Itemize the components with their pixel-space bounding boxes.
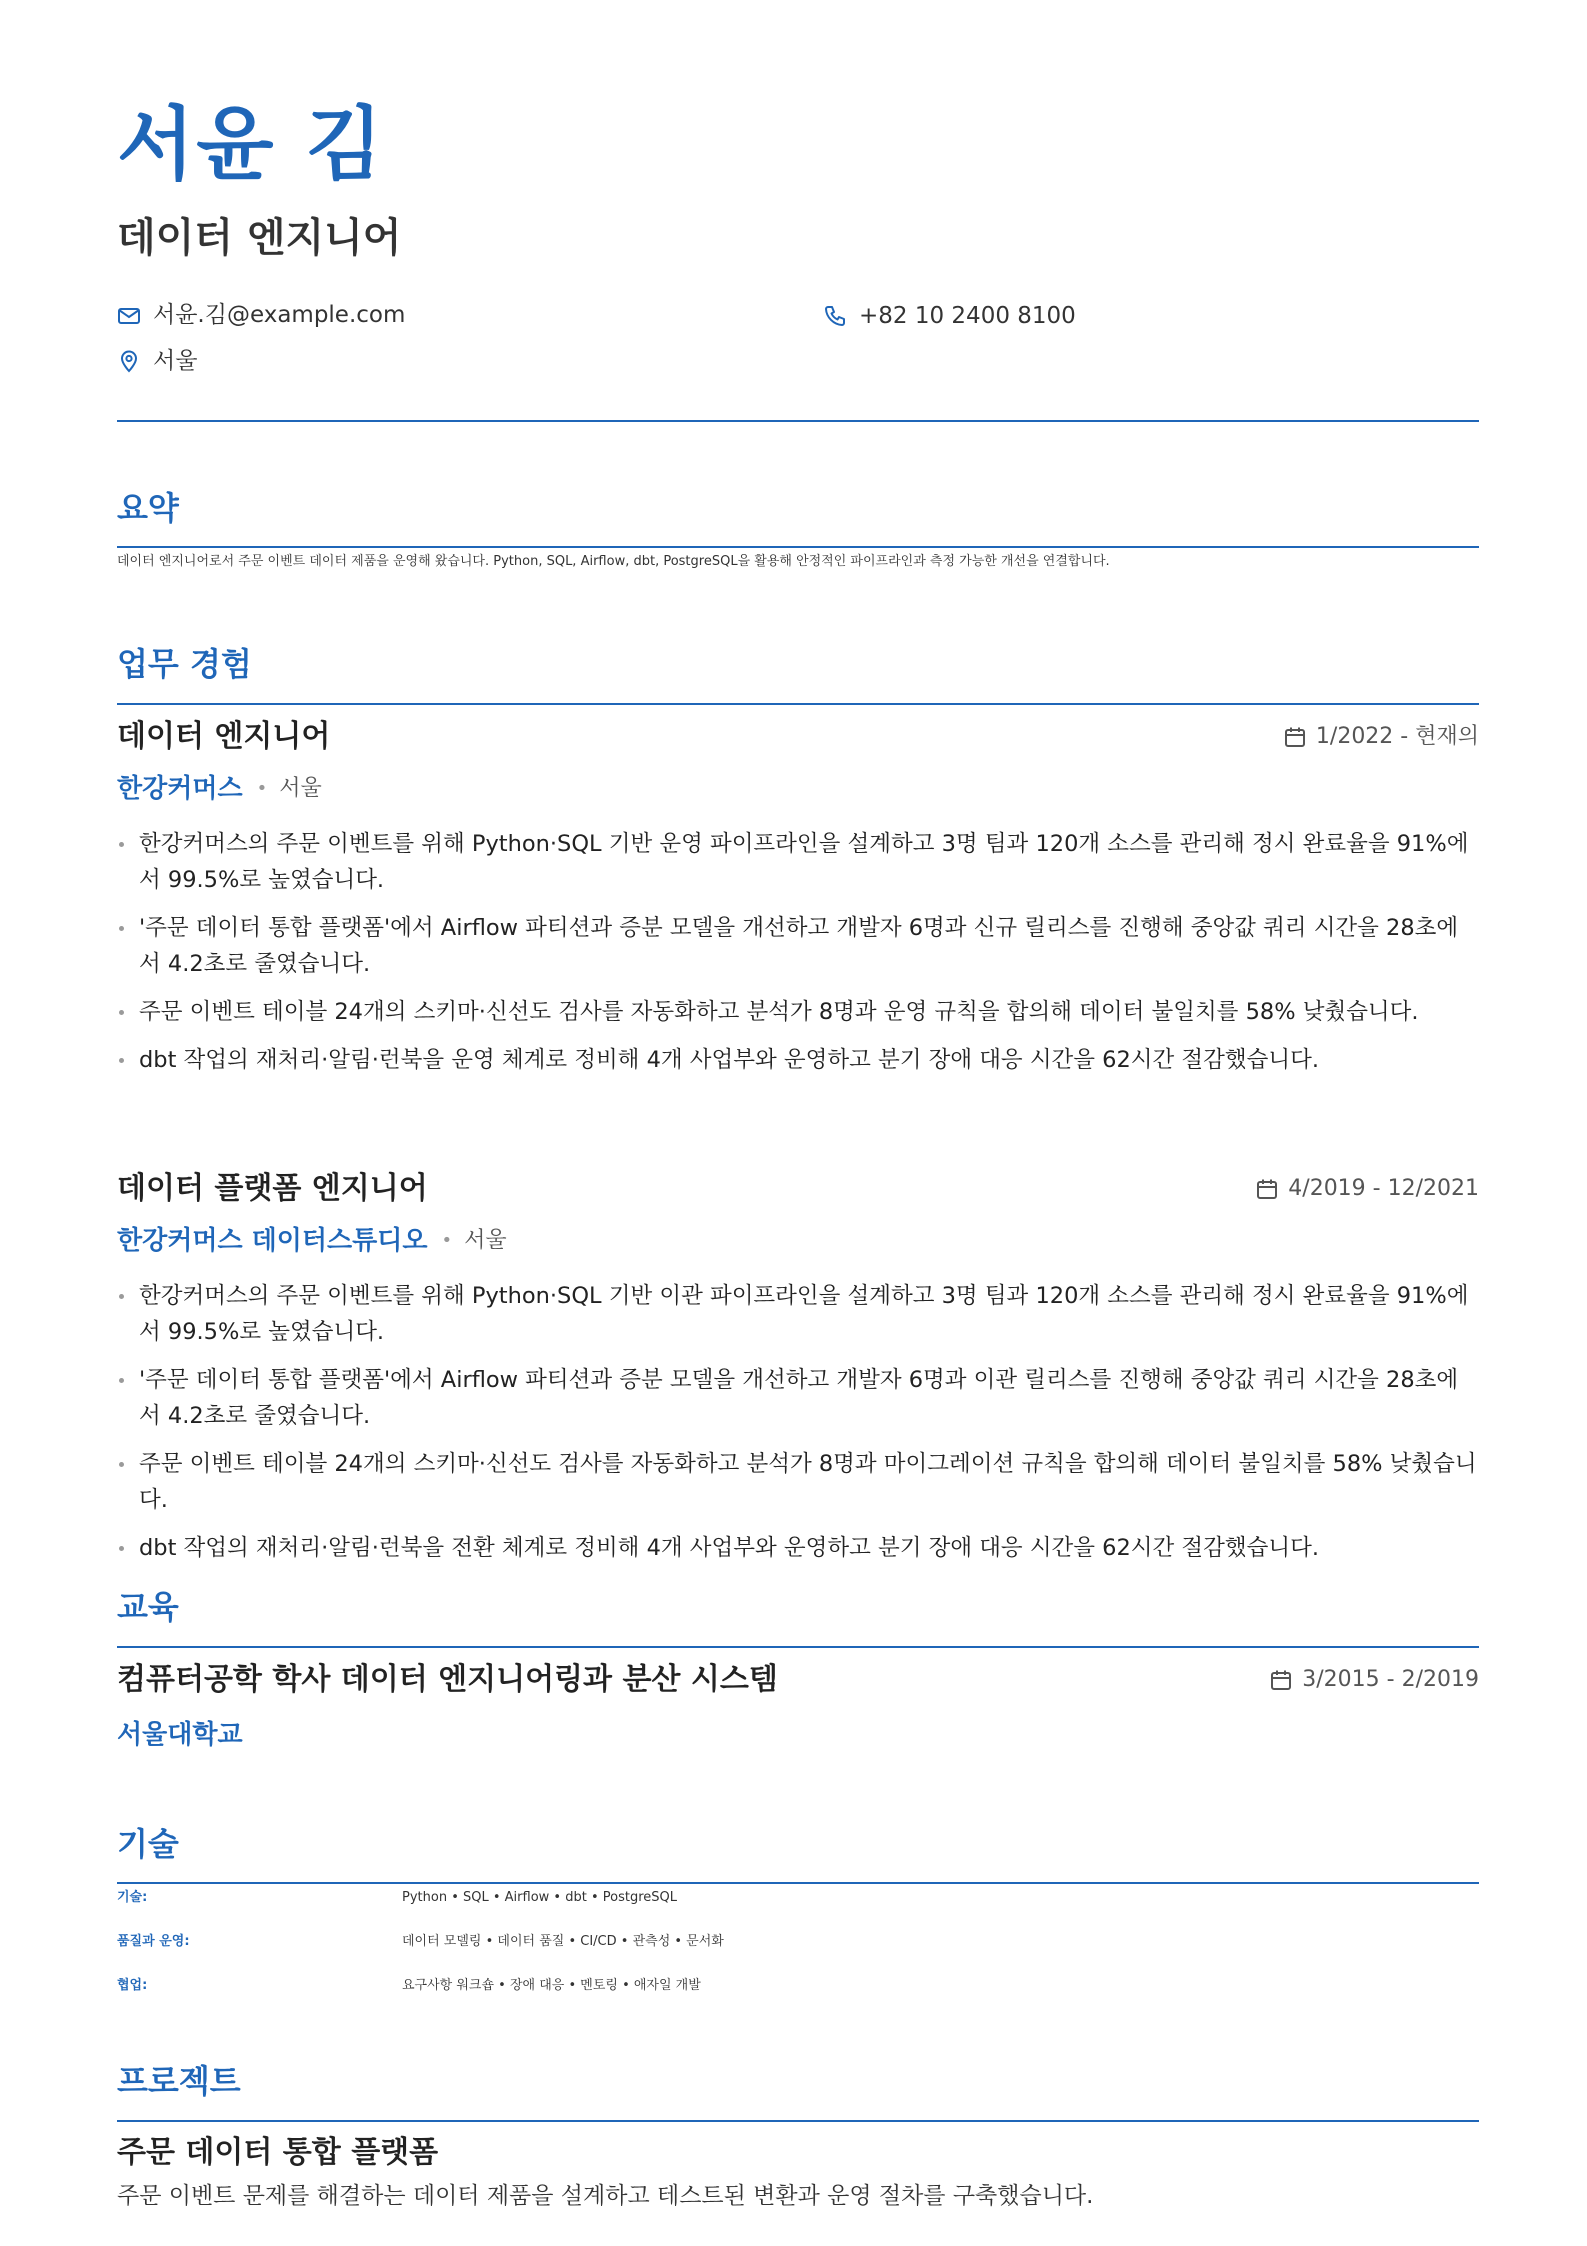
education-school-line: [117, 1722, 243, 1748]
skill-label: 품질과 운영:: [117, 1934, 190, 1949]
contact-email[interactable]: [117, 304, 405, 327]
calendar-icon: [1270, 1669, 1292, 1691]
job-dates: [1256, 1178, 1479, 1200]
skills-heading: 기술: [117, 1825, 179, 1863]
calendar-icon: [1256, 1178, 1278, 1200]
separator-dot: •: [441, 1230, 453, 1251]
job-company-line: [117, 1228, 507, 1254]
list-item: 주문 이벤트 테이블 24개의 스키마·신선도 검사를 자동화하고 분석가 8명과 마이그레이션 규칙을 합의해 데이터 불일치를 58% 낮췄습니다.: [117, 1446, 1479, 1518]
summary-text: 데이터 엔지니어로서 주문 이벤트 데이터 제품을 운영해 왔습니다. Python, SQL, Airflow, dbt, PostgreSQL을 활용해 안정적인 파이프라인과 측정 가능한 개선을 연결합니다.: [117, 554, 1110, 569]
email-text: 서윤.김@example.com: [153, 302, 406, 328]
job-company: 한강커머스: [117, 774, 243, 804]
list-item: 한강커머스의 주문 이벤트를 위해 Python·SQL 기반 운영 파이프라인을 설계하고 3명 팀과 120개 소스를 관리해 정시 완료율을 91%에서 99.5%로 높였습니다.: [117, 826, 1479, 898]
list-item: '주문 데이터 통합 플랫폼'에서 Airflow 파티션과 증분 모델을 개선하고 개발자 6명과 이관 릴리스를 진행해 중앙값 쿼리 시간을 28초에서 4.2초로 줄였습니다.: [117, 1362, 1479, 1434]
skill-label: 기술:: [117, 1890, 148, 1905]
job-bullets: [117, 1278, 1479, 1578]
skill-value: Python • SQL • Airflow • dbt • PostgreSQL: [402, 1890, 677, 1905]
candidate-title: 데이터 엔지니어: [117, 215, 402, 261]
project-description: 주문 이벤트 문제를 해결하는 데이터 제품을 설계하고 테스트된 변환과 운영 절차를 구축했습니다.: [117, 2183, 1094, 2209]
summary-heading: 요약: [117, 489, 179, 527]
contact-location: [117, 349, 197, 373]
education-dates-text: 3/2015 - 2/2019: [1302, 1667, 1479, 1692]
contact-phone[interactable]: [823, 304, 1076, 328]
education-heading: 교육: [117, 1588, 179, 1626]
projects-heading: 프로젝트: [117, 2062, 241, 2100]
education-school: 서울대학교: [117, 1720, 243, 1750]
phone-text: +82 10 2400 8100: [859, 302, 1076, 329]
job-dates-text: 1/2022 - 현재의: [1315, 724, 1479, 749]
list-item: dbt 작업의 재처리·알림·런북을 전환 체계로 정비해 4개 사업부와 운영하고 분기 장애 대응 시간을 62시간 절감했습니다.: [117, 1530, 1479, 1566]
job-title: 데이터 엔지니어: [117, 719, 331, 754]
summary-divider: [117, 546, 1479, 548]
education-degree: 컴퓨터공학 학사 데이터 엔지니어링과 분산 시스템: [117, 1662, 778, 1697]
project-title: 주문 데이터 통합 플랫폼: [117, 2135, 439, 2170]
education-dates: [1270, 1669, 1479, 1691]
skill-value: 요구사항 워크숍 • 장애 대응 • 멘토링 • 애자일 개발: [402, 1978, 701, 1993]
experience-heading: 업무 경험: [117, 645, 252, 683]
education-divider: [117, 1646, 1479, 1648]
location-text: 서울: [153, 347, 198, 374]
resume-page: [117, 0, 1479, 2246]
separator-dot: •: [256, 778, 268, 799]
job-company-line: [117, 776, 322, 802]
list-item: 한강커머스의 주문 이벤트를 위해 Python·SQL 기반 이관 파이프라인을 설계하고 3명 팀과 120개 소스를 관리해 정시 완료율을 91%에서 99.5%로 높였습니다.: [117, 1278, 1479, 1350]
list-item: '주문 데이터 통합 플랫폼'에서 Airflow 파티션과 증분 모델을 개선하고 개발자 6명과 신규 릴리스를 진행해 중앙값 쿼리 시간을 28초에서 4.2초로 줄였습니다.: [117, 910, 1479, 982]
job-title: 데이터 플랫폼 엔지니어: [117, 1171, 428, 1206]
job-location: 서울: [279, 776, 322, 801]
job-dates-text: 4/2019 - 12/2021: [1288, 1176, 1479, 1201]
projects-divider: [117, 2120, 1479, 2122]
job-company: 한강커머스 데이터스튜디오: [117, 1226, 428, 1256]
skill-label: 협업:: [117, 1978, 148, 1993]
calendar-icon: [1284, 726, 1306, 748]
list-item: 주문 이벤트 테이블 24개의 스키마·신선도 검사를 자동화하고 분석가 8명과 운영 규칙을 합의해 데이터 불일치를 58% 낮췄습니다.: [117, 994, 1479, 1030]
list-item: dbt 작업의 재처리·알림·런북을 운영 체계로 정비해 4개 사업부와 운영하고 분기 장애 대응 시간을 62시간 절감했습니다.: [117, 1042, 1479, 1078]
skill-value: 데이터 모델링 • 데이터 품질 • CI/CD • 관측성 • 문서화: [402, 1934, 724, 1949]
job-dates: [1284, 726, 1479, 748]
job-bullets: [117, 826, 1479, 1090]
header-divider: [117, 420, 1479, 422]
mail-icon: [117, 306, 141, 326]
job-location: 서울: [464, 1228, 507, 1253]
skills-divider: [117, 1882, 1479, 1884]
phone-icon: [823, 304, 847, 328]
candidate-name: 서윤 김: [117, 98, 385, 191]
location-pin-icon: [117, 349, 141, 373]
experience-divider: [117, 703, 1479, 705]
